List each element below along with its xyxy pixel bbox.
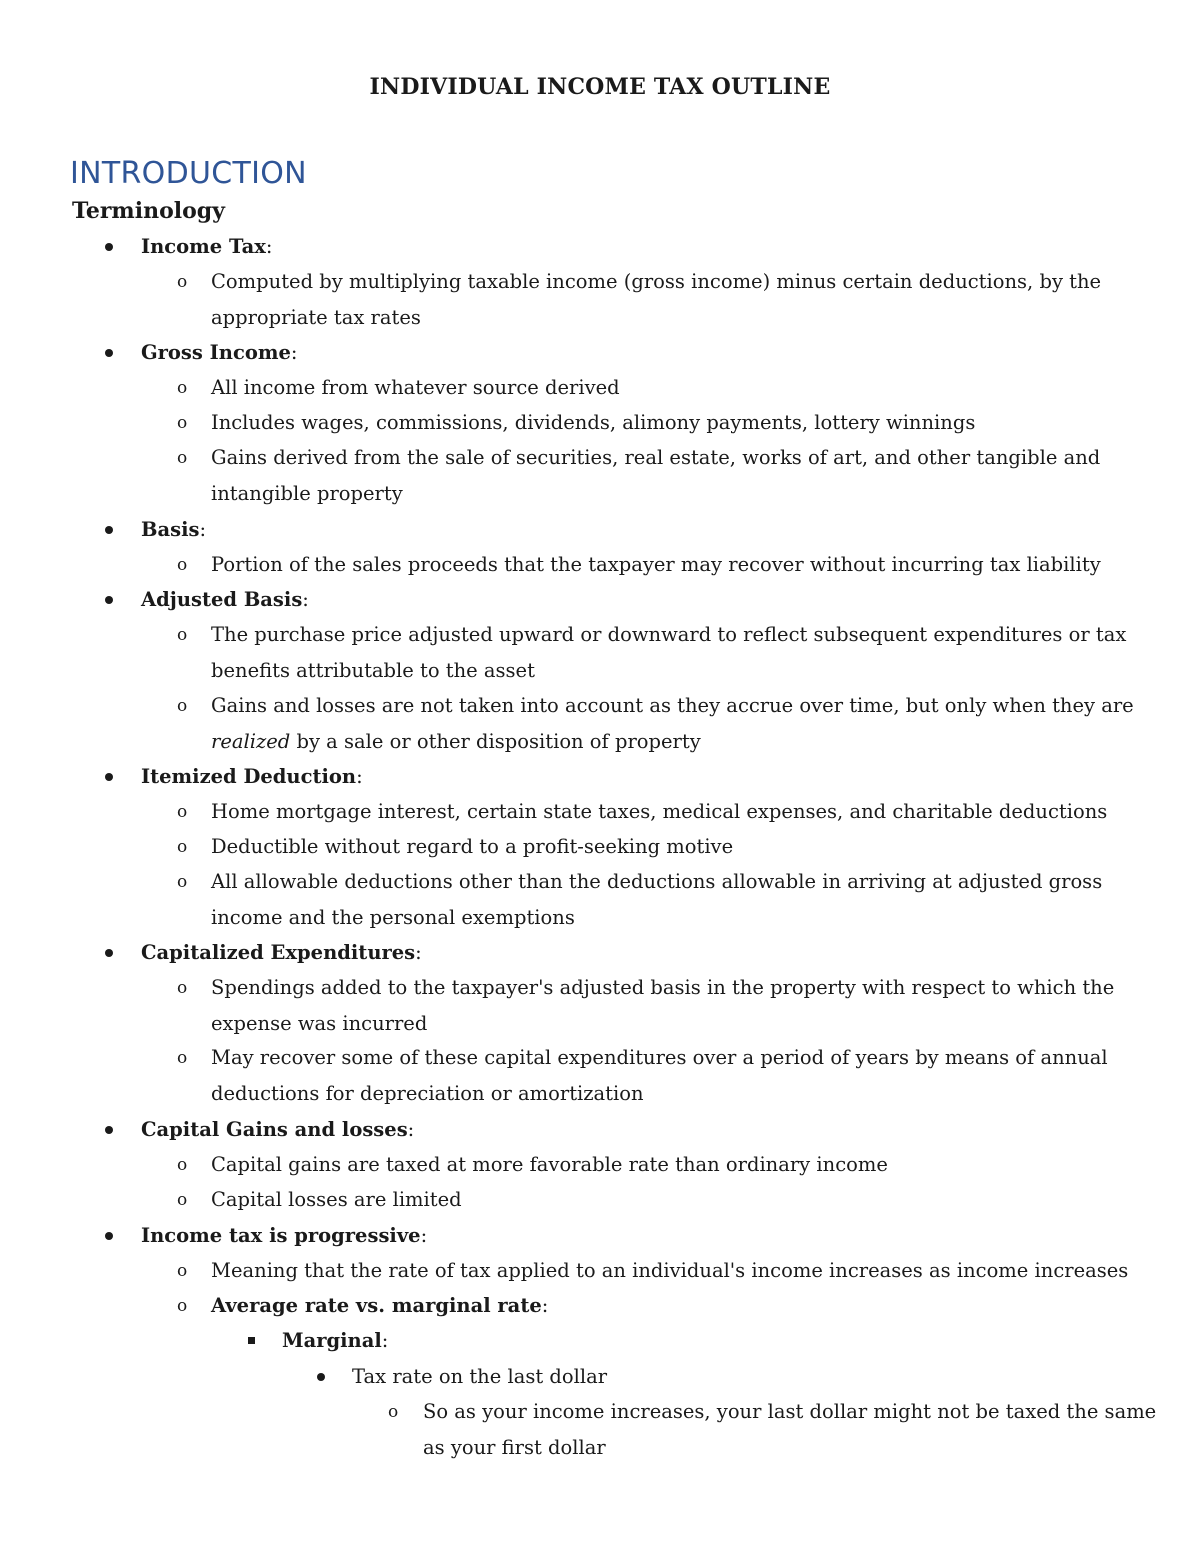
term-basis: [141, 517, 206, 543]
colon: :: [541, 1294, 549, 1317]
bullet-dot-icon: [105, 1126, 113, 1134]
sub-bullet-o-icon: o: [177, 1190, 188, 1210]
list-item: All income from whatever source derived: [211, 376, 620, 399]
italic-term-realized: realized: [211, 730, 291, 753]
list-item: Includes wages, commissions, dividends, alimony payments, lottery winnings: [211, 411, 976, 434]
colon: :: [290, 341, 298, 364]
list-item: Gains and losses are not taken into account as they accrue over time, but only when they are: [211, 694, 1134, 717]
list-item-continuation: [211, 729, 701, 755]
sub-bullet-o-icon: o: [177, 872, 188, 892]
sub-bullet-o-icon: o: [177, 1296, 188, 1316]
section-heading-introduction: INTRODUCTION: [70, 156, 307, 191]
term-adjusted-basis: [141, 587, 309, 613]
list-item: Home mortgage interest, certain state taxes, medical expenses, and charitable deductions: [211, 800, 1108, 823]
term-income-tax: [141, 234, 273, 260]
colon: :: [420, 1224, 428, 1247]
list-item: Portion of the sales proceeds that the taxpayer may recover without incurring tax liability: [211, 553, 1101, 576]
list-item-continuation: expense was incurred: [211, 1012, 428, 1035]
sub-bullet-o-icon: o: [177, 1261, 188, 1281]
list-item: Computed by multiplying taxable income (gross income) minus certain deductions, by the: [211, 270, 1102, 293]
bullet-dot-icon: [105, 773, 113, 781]
list-item-marginal: [282, 1328, 388, 1354]
sub-bullet-o-icon: o: [177, 837, 188, 857]
sub-bullet-o-icon: o: [177, 625, 188, 645]
list-item-average-vs-marginal: [211, 1293, 548, 1319]
term-label: Capitalized Expenditures: [141, 941, 416, 964]
list-item: So as your income increases, your last dollar might not be taxed the same: [423, 1400, 1157, 1423]
term-label: Capital Gains and losses: [141, 1118, 408, 1141]
list-item: All allowable deductions other than the deductions allowable in arriving at adjusted gross: [211, 870, 1103, 893]
list-item: Tax rate on the last dollar: [352, 1365, 608, 1388]
sub-bullet-o-icon: o: [177, 272, 188, 292]
term-income-tax-progressive: [141, 1223, 427, 1249]
colon: :: [302, 588, 309, 611]
term-label: Itemized Deduction: [141, 765, 357, 788]
term-label: Marginal: [282, 1329, 382, 1352]
colon: :: [407, 1118, 415, 1141]
bullet-dot-icon: [105, 1232, 113, 1240]
sub-bullet-o-icon: o: [177, 1155, 188, 1175]
sub-bullet-o-icon: o: [177, 413, 188, 433]
term-label: Basis: [141, 518, 200, 541]
sub-bullet-o-icon: o: [177, 696, 188, 716]
list-item: May recover some of these capital expenditures over a period of years by means of annual: [211, 1046, 1108, 1069]
list-item: Meaning that the rate of tax applied to an individual's income increases as income increases: [211, 1259, 1129, 1282]
subheading-terminology: Terminology: [72, 198, 225, 224]
term-label: Average rate vs. marginal rate: [211, 1294, 542, 1317]
term-label: Gross Income: [141, 341, 291, 364]
square-bullet-icon: [248, 1337, 255, 1344]
list-item: Capital losses are limited: [211, 1188, 462, 1211]
colon: :: [265, 235, 273, 258]
colon: :: [381, 1329, 389, 1352]
list-item-continuation: benefits attributable to the asset: [211, 659, 535, 682]
bullet-dot-icon: [317, 1373, 325, 1381]
term-itemized-deduction: [141, 764, 363, 790]
term-capital-gains-losses: [141, 1117, 414, 1143]
bullet-dot-icon: [105, 949, 113, 957]
colon: :: [356, 765, 363, 788]
sub-bullet-o-icon: o: [177, 802, 188, 822]
sub-bullet-o-icon: o: [177, 1048, 188, 1068]
list-item: The purchase price adjusted upward or downward to reflect subsequent expenditures or tax: [211, 623, 1127, 646]
bullet-dot-icon: [105, 596, 113, 604]
bullet-dot-icon: [105, 526, 113, 534]
sub-bullet-o-icon: o: [177, 378, 188, 398]
realized-rest: by a sale or other disposition of property: [290, 730, 701, 753]
term-label: Income tax is progressive: [141, 1224, 421, 1247]
colon: :: [415, 941, 422, 964]
document-title: INDIVIDUAL INCOME TAX OUTLINE: [369, 74, 831, 100]
term-gross-income: [141, 340, 297, 366]
sub-bullet-o-icon: o: [388, 1402, 399, 1422]
sub-bullet-o-icon: o: [177, 555, 188, 575]
sub-bullet-o-icon: o: [177, 978, 188, 998]
bullet-dot-icon: [105, 349, 113, 357]
term-capitalized-expenditures: [141, 940, 422, 966]
sub-bullet-o-icon: o: [177, 448, 188, 468]
list-item-continuation: deductions for depreciation or amortization: [211, 1082, 644, 1105]
bullet-dot-icon: [105, 243, 113, 251]
list-item: Spendings added to the taxpayer's adjusted basis in the property with respect to which the: [211, 976, 1115, 999]
list-item-continuation: intangible property: [211, 482, 403, 505]
term-label: Income Tax: [141, 235, 266, 258]
list-item: Gains derived from the sale of securities, real estate, works of art, and other tangible and: [211, 446, 1101, 469]
list-item-continuation: income and the personal exemptions: [211, 906, 575, 929]
list-item: Deductible without regard to a profit-seeking motive: [211, 835, 734, 858]
term-label: Adjusted Basis: [141, 588, 303, 611]
list-item: Capital gains are taxed at more favorable rate than ordinary income: [211, 1153, 888, 1176]
list-item-continuation: appropriate tax rates: [211, 306, 421, 329]
colon: :: [199, 518, 207, 541]
list-item-continuation: as your first dollar: [423, 1436, 606, 1459]
